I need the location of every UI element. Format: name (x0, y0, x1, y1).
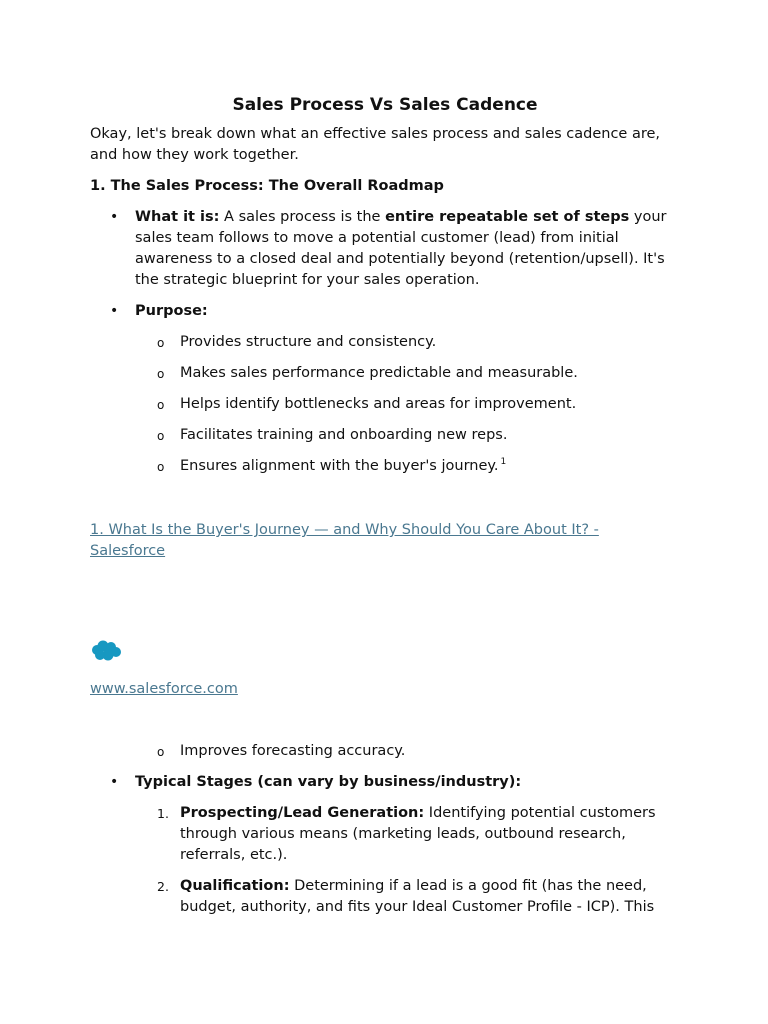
bullet-marker: • (110, 774, 119, 790)
purpose-item-text: Improves forecasting accuracy. (180, 743, 406, 759)
bullet-purpose-continued (90, 741, 680, 762)
salesforce-site-link[interactable]: www.salesforce.com (90, 681, 238, 697)
bullet-purpose (90, 301, 680, 477)
what-it-is-text-before: A sales process is the (219, 209, 386, 225)
sales-process-bullets (90, 207, 680, 477)
sub-bullet-marker: o (157, 367, 165, 381)
bullet-what-it-is (90, 207, 680, 291)
purpose-item-text: Ensures alignment with the buyer's journey. (180, 458, 499, 474)
footnote-marker[interactable]: 1 (500, 457, 507, 467)
purpose-item-text: Provides structure and consistency. (180, 334, 437, 350)
list-item (135, 456, 680, 477)
list-item (135, 363, 680, 384)
purpose-item-text: Makes sales performance predictable and measurable. (180, 365, 578, 381)
footnote-source-link[interactable]: 1. What Is the Buyer's Journey — and Why Should You Care About It? - Salesforce (90, 522, 599, 559)
purpose-item-text: Facilitates training and onboarding new reps. (180, 427, 508, 443)
stage-text: Determining if a lead is a good fit (has the need, budget, authority, and fits your Ideal Customer Profile - ICP). This (180, 878, 655, 915)
purpose-list-continued (135, 741, 680, 762)
continued-content (90, 741, 680, 918)
list-item (135, 425, 680, 446)
stage-label: Prospecting/Lead Generation: (180, 805, 425, 821)
intro-paragraph: Okay, let's break down what an effective sales process and sales cadence are, and how they work together. (90, 126, 661, 163)
sales-process-bullets-continued (90, 741, 680, 918)
what-it-is-bold-phrase: entire repeatable set of steps (385, 209, 630, 225)
sub-bullet-marker: o (157, 336, 165, 350)
bullet-typical-stages (90, 772, 680, 918)
stage-label: Qualification: (180, 878, 290, 894)
list-item (135, 741, 680, 762)
stage-text: Identifying potential customers through various means (marketing leads, outbound research, referrals, etc.). (180, 805, 656, 863)
list-item (135, 394, 680, 415)
what-it-is-label: What it is: (135, 209, 220, 225)
sub-bullet-marker: o (157, 429, 165, 443)
stage-number: 1. (157, 806, 169, 821)
bullet-marker: • (110, 209, 119, 225)
stage-number: 2. (157, 879, 169, 894)
sub-bullet-marker: o (157, 460, 165, 474)
salesforce-logo (90, 639, 122, 663)
list-item (135, 876, 680, 918)
document-page (90, 90, 680, 928)
salesforce-cloud-icon (90, 639, 122, 663)
what-it-is-text-after: your sales team follows to move a potential customer (lead) from initial awareness to a closed deal and potentially beyond (retention/upsell). It's the strategic blueprint for your sales operation. (135, 209, 667, 288)
bullet-marker: • (110, 303, 119, 319)
stages-list (135, 803, 680, 918)
list-item (135, 332, 680, 353)
document-title: Sales Process Vs Sales Cadence (232, 95, 538, 115)
typical-stages-label: Typical Stages (can vary by business/industry): (135, 774, 522, 790)
purpose-label: Purpose: (135, 303, 208, 319)
list-item (135, 803, 680, 866)
section-heading-sales-process: 1. The Sales Process: The Overall Roadmap (90, 178, 444, 194)
sub-bullet-marker: o (157, 398, 165, 412)
purpose-list (135, 332, 680, 477)
purpose-item-text: Helps identify bottlenecks and areas for improvement. (180, 396, 577, 412)
sub-bullet-marker: o (157, 745, 165, 759)
